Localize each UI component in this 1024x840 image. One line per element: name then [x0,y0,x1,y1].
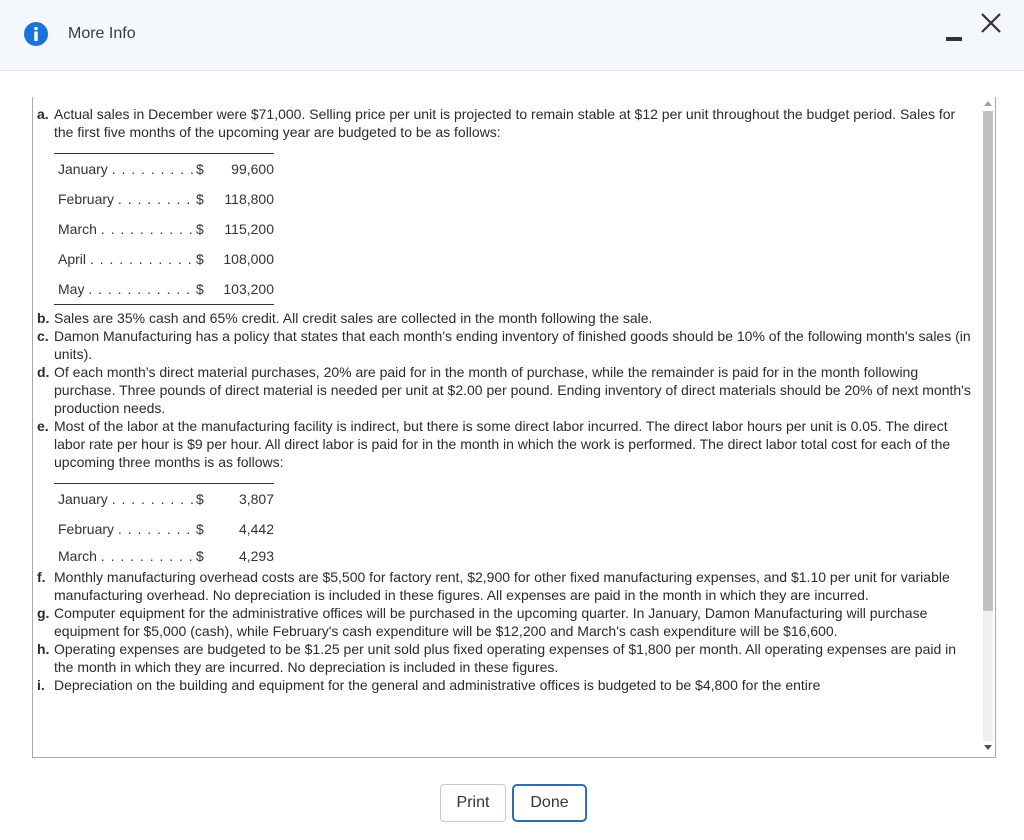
labor-table [54,483,274,568]
table-row: March . . . . . . . . . . $ 115,200 [58,221,274,237]
info-icon [24,22,48,46]
item-i: i. Depreciation on the building and equipment for the general and administrative offices is budgeted to be $4,800 for the entire [37,677,821,693]
scroll-up-arrow-icon[interactable] [984,101,992,106]
item-b: b. Sales are 35% cash and 65% credit. All credit sales are collected in the month following the sale. [37,310,653,326]
done-button[interactable]: Done [512,784,587,822]
table-row: February . . . . . . . . $ 118,800 [58,191,274,207]
minimize-icon[interactable] [944,24,964,44]
dialog-title: More Info [68,25,136,42]
item-a [37,105,972,141]
item-text: Actual sales in December were $71,000. Selling price per unit is projected to remain stable at $12 per unit throughout the budget period. Sales for the first five months of the upcoming year are budgeted to be as follows: [54,106,956,140]
table-row: January . . . . . . . . . $ 99,600 [58,161,274,177]
print-button[interactable]: Print [440,784,506,822]
item-letter: a. [37,106,49,122]
sales-table [54,153,274,305]
scroll-thumb[interactable] [983,111,993,611]
title-bar [0,0,1024,71]
item-d: d. Of each month's direct material purchases, 20% are paid for in the month of purchase, while the remainder is paid for in the month following purchase. Three pounds of direct material is needed per unit at $2.00 per pound. Ending inventory of direct materials should be 20% of next month's production needs. [37,364,971,416]
table-row: April . . . . . . . . . . . $ 108,000 [58,251,274,267]
table-row: May . . . . . . . . . . . $ 103,200 [58,281,274,297]
item-g: g. Computer equipment for the administrative offices will be purchased in the upcoming quarter. In January, Damon Manufacturing will purchase equipment for $5,000 (cash), while February's cash expenditure will be $12,200 and March's cash expenditure will be $16,600. [37,605,928,639]
close-icon[interactable] [980,12,1002,34]
scroll-down-arrow-icon[interactable] [984,745,992,750]
item-h: h. Operating expenses are budgeted to be $1.25 per unit sold plus fixed operating expenses of $1,800 per month. All operating expenses are paid in the month in which they are incurred. No depreciation is included in these figures. [37,641,957,675]
table-row: February . . . . . . . . $ 4,442 [58,521,274,537]
item-e: e. Most of the labor at the manufacturing facility is indirect, but there is some direct labor incurred. The direct labor hours per unit is 0.05. The direct labor rate per hour is $9 per hour. All direct labor is paid for in the month in which the work is performed. The direct labor total cost for each of the upcoming three months is as follows: [37,418,951,470]
content-body [37,105,972,694]
content-scroll-area[interactable] [32,97,996,758]
vertical-scrollbar[interactable] [978,97,996,758]
item-c: c. Damon Manufacturing has a policy that states that each month's ending inventory of finished goods should be 10% of the following month's sales (in units). [37,328,971,362]
item-f: f. Monthly manufacturing overhead costs are $5,500 for factory rent, $2,900 for other fixed manufacturing expenses, and $1.10 per unit for variable manufacturing overhead. No depreciation is included in these figures. All expenses are paid in the month in which they are incurred. [37,569,950,603]
table-row: March . . . . . . . . . . $ 4,293 [58,548,274,564]
table-row: January . . . . . . . . . $ 3,807 [58,491,274,507]
